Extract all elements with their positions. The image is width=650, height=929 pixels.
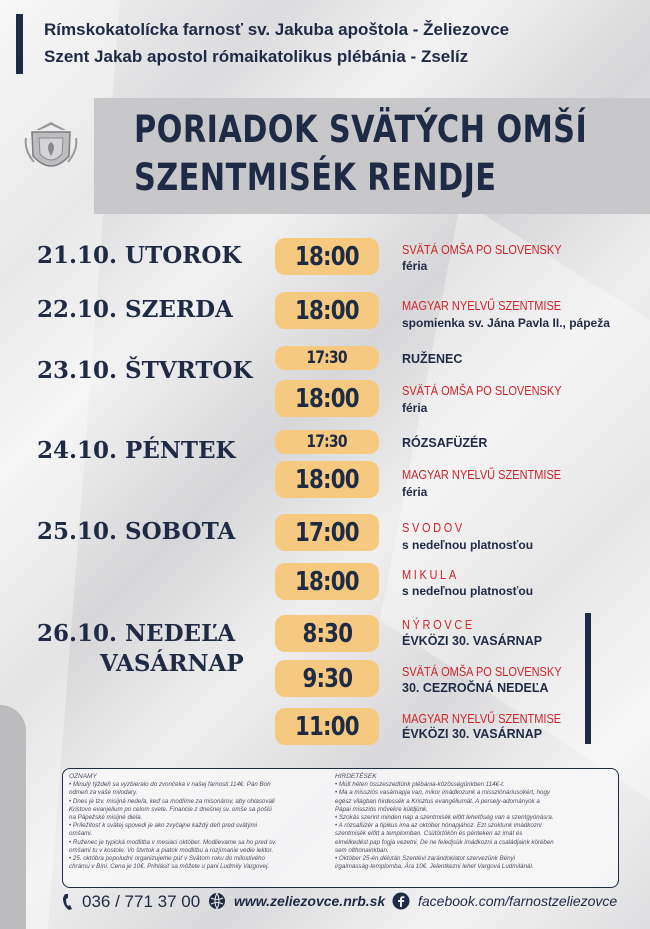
mass-time: 18:00 xyxy=(295,295,359,326)
announcement-line: • Október 25-én délután Szentévi zarándoklatot szervezünk Bényi xyxy=(335,855,515,863)
footer-facebook[interactable] xyxy=(392,892,617,910)
announcements-hu xyxy=(335,773,613,871)
announcement-line: • 25. októbra popoludní organizujeme púť v Svätom roku do milostivého xyxy=(69,855,265,863)
parish-name-hu: Szent Jakab apostol rómaikatolikus plébánia - Zselíz xyxy=(44,47,469,66)
announcement-line: omšami. xyxy=(69,830,93,838)
mass-location: NÝROVCE xyxy=(402,618,475,632)
mass-time: 11:00 xyxy=(295,711,359,742)
sunday-accent-bar xyxy=(585,613,591,744)
announcement-line: • Ma a missziós vasárnapja van, mikor imádkozunk a missziónáriusokért, hogy xyxy=(335,789,551,797)
rosary-label: RÓZSAFÜZÉR xyxy=(402,436,488,450)
mass-time: 17:00 xyxy=(295,517,359,548)
mass-note: féria xyxy=(402,485,428,499)
mass-time-pill xyxy=(275,615,379,652)
mass-time-pill xyxy=(275,514,379,551)
day-label: 25.10. SOBOTA xyxy=(37,518,236,545)
parish-crest-icon xyxy=(22,116,80,178)
announcement-line: odmeň za vaše milodary. xyxy=(69,789,138,797)
mass-time: 18:00 xyxy=(295,241,359,272)
mass-note: spomienka sv. Jána Pavla II., pápeža xyxy=(402,316,610,330)
decorative-edge xyxy=(0,705,26,929)
mass-title: SVÄTÁ OMŠA PO SLOVENSKY xyxy=(402,243,562,257)
mass-time-pill xyxy=(275,708,379,745)
facebook-icon xyxy=(392,892,410,910)
announcements-heading: OZNAMY xyxy=(69,773,97,780)
mass-time-pill xyxy=(275,380,379,417)
mass-time-pill xyxy=(275,292,379,329)
announcement-line: egész világban hirdessék a Krisztus evangéliumát. A persely-adományok a xyxy=(335,797,540,805)
mass-note: ÉVKÖZI 30. VASÁRNAP xyxy=(402,727,543,741)
announcement-line: omšami tu v kostole. Vo štvrtok a piatok modlitbu a rozjímanie vedie lektor. xyxy=(69,846,274,854)
announcement-line: • Príležitosť k svätej spovedi je ako zvyčajne každý deň pred svätými xyxy=(69,822,258,830)
parish-name-sk: Rímskokatolícka farnosť sv. Jakuba apoštola - Želiezovce xyxy=(44,20,510,39)
day-label: 21.10. UTOROK xyxy=(37,242,242,269)
phone-icon xyxy=(62,893,74,911)
mass-time-pill xyxy=(275,461,379,498)
announcement-line: Pápai missziós művekre küldjünk. xyxy=(335,805,428,813)
day-label: 24.10. PÉNTEK xyxy=(37,437,236,464)
day-label-secondary: VASÁRNAP xyxy=(100,650,244,677)
mass-location: MIKULA xyxy=(402,568,459,582)
announcement-line: • Múlt héten összeszedtünk plébánia-közösségünkben 114€-t. xyxy=(335,781,505,789)
mass-note: ÉVKÖZI 30. VASÁRNAP xyxy=(402,634,543,648)
mass-note: s nedeľnou platnosťou xyxy=(402,538,534,552)
mass-time-pill xyxy=(275,430,379,454)
website-link[interactable]: www.zeliezovce.nrb.sk xyxy=(234,893,386,909)
announcements-box xyxy=(62,768,619,888)
mass-note: féria xyxy=(402,401,428,415)
globe-icon xyxy=(208,892,226,910)
footer-web[interactable] xyxy=(208,892,385,910)
announcements-sk xyxy=(69,773,337,871)
mass-note: 30. CEZROČNÁ NEDEĽA xyxy=(402,681,549,695)
mass-time: 18:00 xyxy=(295,566,359,597)
mass-time-pill xyxy=(275,563,379,600)
day-label: 26.10. NEDEĽA xyxy=(37,620,236,647)
mass-time-pill xyxy=(275,346,379,370)
facebook-link[interactable]: facebook.com/farnostzeliezovce xyxy=(418,893,618,909)
announcement-line: Kristovo evanjelium po celom svete. Financie z dnešnej sv. omše sa pošlú xyxy=(69,805,272,813)
announcement-line: chrámu v Bíni. Cena je 10€. Prihlásiť sa môžete u pani Ludmily Vargovej. xyxy=(69,863,270,871)
mass-location: SVODOV xyxy=(402,521,465,535)
mass-time: 9:30 xyxy=(302,663,352,694)
title-hu: SZENTMISÉK RENDJE xyxy=(134,156,497,199)
announcement-line: • A rózsafüzér a tipikus ima az október hónapjához. Ezt szoktunk imádkozni xyxy=(335,822,542,830)
mass-title: MAGYAR NYELVŰ SZENTMISE xyxy=(402,712,562,726)
announcement-line: • Szokás szerint minden nap a szentmisék előtt lehetőség van a szentgyónásra. xyxy=(335,814,554,822)
mass-time-pill xyxy=(275,238,379,275)
announcements-heading: HIRDETÉSEK xyxy=(335,773,377,780)
rosary-label: RUŽENEC xyxy=(402,352,463,366)
mass-title: MAGYAR NYELVŰ SZENTMISE xyxy=(402,468,562,482)
phone-number: 036 / 771 37 00 xyxy=(82,892,201,911)
mass-time: 8:30 xyxy=(302,618,352,649)
background-facet xyxy=(380,200,650,800)
mass-time: 17:30 xyxy=(306,432,348,452)
mass-title: SVÄTÁ OMŠA PO SLOVENSKY xyxy=(402,384,562,398)
mass-time: 17:30 xyxy=(306,348,348,368)
mass-note: féria xyxy=(402,259,428,273)
header-accent-bar xyxy=(16,14,23,74)
announcement-line: • Ruženec je typická modlitba v mesiaci október. Modlievame sa ho pred sv. xyxy=(69,838,277,846)
mass-title: SVÄTÁ OMŠA PO SLOVENSKY xyxy=(402,665,562,679)
announcement-line: • Dnes je tzv. misijná nedeľa, keď sa modlíme za misonárov, aby ohlasovali xyxy=(69,797,275,805)
mass-note: s nedeľnou platnosťou xyxy=(402,584,534,598)
announcement-line: irgalmasság-templomba. Ára 10€. Jelentkezni lehet Vargová Ludmilánál. xyxy=(335,863,534,871)
announcement-line: elmélkedést pap fogja vezetni. De ne feledjsük imádkozni a családjaink körében xyxy=(335,838,554,846)
mass-time-pill xyxy=(275,660,379,697)
day-label: 22.10. SZERDA xyxy=(37,296,233,323)
footer-phone xyxy=(62,892,200,912)
announcement-line: szentmisék előtt a templomban. Csütörtökön és pénteken az imát és xyxy=(335,830,523,838)
announcement-line: na Pápežské misijné diela. xyxy=(69,814,143,822)
title-sk: PORIADOK SVÄTÝCH OMŠÍ xyxy=(134,108,588,151)
mass-time: 18:00 xyxy=(295,383,359,414)
day-label: 23.10. ŠTVRTOK xyxy=(37,357,253,384)
announcement-line: sem olthonainkban. xyxy=(335,846,389,854)
announcement-line: • Minulý týždeň sa vyzbieralo do zvončeka v našej farnosti 114€. Pán Boh xyxy=(69,781,271,789)
mass-title: MAGYAR NYELVŰ SZENTMISE xyxy=(402,299,562,313)
mass-time: 18:00 xyxy=(295,464,359,495)
